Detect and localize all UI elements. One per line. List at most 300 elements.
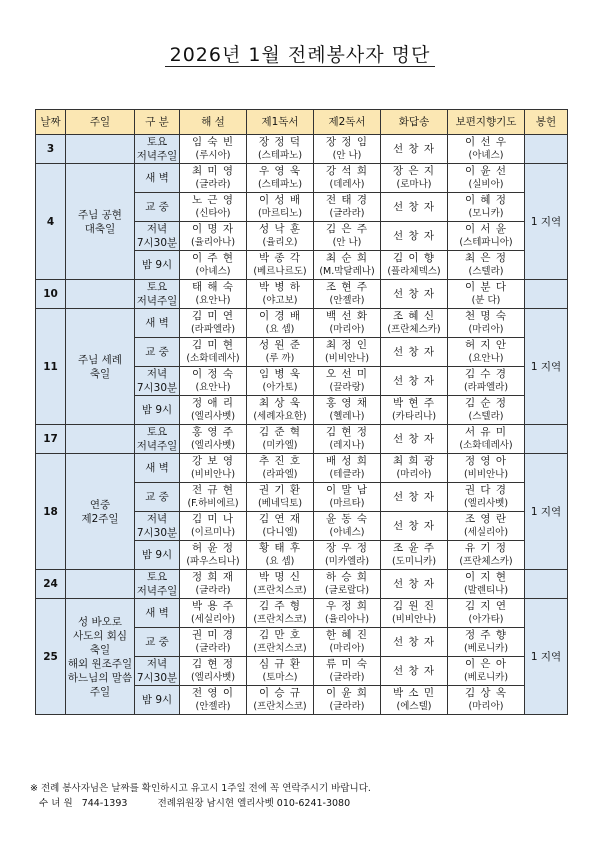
baptismal-name: (소화데레사) <box>459 440 513 451</box>
volunteer-name: 오 선 미 <box>325 368 369 380</box>
volunteer-name: 전 태 경 <box>325 194 369 206</box>
mass-time-label: 교 중 <box>145 201 169 213</box>
volunteer-name: 우 영 욱 <box>258 165 302 177</box>
baptismal-name: (에스텔) <box>396 701 432 712</box>
prayers-cell <box>448 628 525 657</box>
volunteer-name: 강 보 영 <box>191 455 235 467</box>
baptismal-name: (스텔라) <box>468 266 504 277</box>
baptismal-name: (라파엘라) <box>190 324 236 335</box>
sunday-title-cell <box>66 454 135 570</box>
baptismal-name: (이르미나) <box>190 527 236 538</box>
volunteer-name: 이 선 우 <box>464 136 508 148</box>
date-cell: 4 <box>36 164 66 280</box>
mass-time-label: 토요 <box>146 571 168 583</box>
first-reader-cell <box>247 454 314 483</box>
volunteer-name: 추 진 호 <box>258 455 302 467</box>
volunteer-name: 강 석 희 <box>325 165 369 177</box>
first-reader-cell <box>247 280 314 309</box>
prayers-cell <box>448 338 525 367</box>
baptismal-name: (다니엘) <box>262 527 298 538</box>
psalm-cell <box>381 280 448 309</box>
mass-time-label: 저녁주일 <box>136 150 178 162</box>
baptismal-name: (요 셉) <box>265 556 295 567</box>
psalm-cell <box>381 251 448 280</box>
volunteer-name: 장 우 정 <box>325 542 369 554</box>
baptismal-name: (비비안나) <box>324 353 370 364</box>
prayers-cell <box>448 193 525 222</box>
sunday-title-line: 연중 <box>89 498 111 511</box>
volunteer-name: 성 낙 훈 <box>258 223 302 235</box>
baptismal-name: (M.막달레나) <box>319 266 375 277</box>
volunteer-name: 김 순 정 <box>464 397 508 409</box>
header-commentary: 해 설 <box>180 110 247 135</box>
baptismal-name: (야고보) <box>262 295 298 306</box>
prayers-cell <box>448 570 525 599</box>
offering-area-cell: 1 지역 <box>525 164 568 280</box>
baptismal-name: (마리아) <box>329 643 365 654</box>
mass-time-label: 밤 9시 <box>141 404 173 416</box>
second-reader-cell <box>314 483 381 512</box>
second-reader-cell <box>314 628 381 657</box>
baptismal-name: (헬레나) <box>329 411 365 422</box>
commentator-cell <box>180 367 247 396</box>
mass-time-cell <box>135 599 180 628</box>
header-row <box>36 110 568 135</box>
prayers-cell <box>448 164 525 193</box>
baptismal-name: (엘리사벳) <box>190 440 236 451</box>
offering-area-cell <box>525 425 568 454</box>
baptismal-name: (모니카) <box>468 208 504 219</box>
mass-time-label: 토요 <box>146 281 168 293</box>
commentator-cell <box>180 135 247 164</box>
second-reader-cell <box>314 570 381 599</box>
prayers-cell <box>448 483 525 512</box>
second-reader-cell <box>314 686 381 715</box>
psalm-cell <box>381 483 448 512</box>
prayers-cell <box>448 657 525 686</box>
sunday-title-line: 축일 <box>89 367 111 380</box>
offering-area-cell <box>525 135 568 164</box>
mass-time-label: 7시30분 <box>136 382 178 394</box>
baptismal-name: (마리아) <box>468 324 504 335</box>
first-reader-cell <box>247 164 314 193</box>
prayers-cell <box>448 135 525 164</box>
baptismal-name: (카타리나) <box>391 411 437 422</box>
commentator-cell <box>180 222 247 251</box>
psalm-cell <box>381 541 448 570</box>
roster-table <box>35 109 568 715</box>
commentator-cell <box>180 686 247 715</box>
header-second-reading: 제2독서 <box>314 110 381 135</box>
psalm-cell <box>381 454 448 483</box>
psalm-cell <box>381 570 448 599</box>
prayers-cell <box>448 309 525 338</box>
second-reader-cell <box>314 164 381 193</box>
psalm-cell <box>381 657 448 686</box>
second-reader-cell <box>314 309 381 338</box>
first-reader-cell <box>247 628 314 657</box>
first-reader-cell <box>247 367 314 396</box>
first-reader-cell <box>247 657 314 686</box>
baptismal-name: (발렌티나) <box>463 585 509 596</box>
volunteer-name: 박 현 주 <box>392 397 436 409</box>
volunteer-name: 이 서 윤 <box>464 223 508 235</box>
baptismal-name: (율리아나) <box>324 614 370 625</box>
volunteer-name: 이 명 자 <box>191 223 235 235</box>
volunteer-name: 김 지 연 <box>464 600 508 612</box>
baptismal-name: (안젤라) <box>329 295 365 306</box>
prayers-cell <box>448 512 525 541</box>
first-reader-cell <box>247 338 314 367</box>
baptismal-name: (라파엘) <box>262 469 298 480</box>
volunteer-name: 이 윤 선 <box>464 165 508 177</box>
baptismal-name: (아녜스) <box>195 266 231 277</box>
first-reader-cell <box>247 222 314 251</box>
volunteer-name: 김 원 진 <box>392 600 436 612</box>
volunteer-name: 선 창 자 <box>392 201 436 213</box>
volunteer-name: 권 다 경 <box>464 484 508 496</box>
first-reader-cell <box>247 309 314 338</box>
psalm-cell <box>381 512 448 541</box>
second-reader-cell <box>314 425 381 454</box>
volunteer-name: 선 창 자 <box>392 433 436 445</box>
baptismal-name: (라파엘라) <box>463 382 509 393</box>
baptismal-name: (비비안나) <box>463 469 509 480</box>
footer-line-1: ※ 전례 봉사자님은 날짜를 확인하시고 유고시 1주일 전에 꼭 연락주시기 바랍니다. <box>30 783 371 794</box>
baptismal-name: (스테파노) <box>257 179 303 190</box>
commentator-cell <box>180 570 247 599</box>
sunday-title-line: 사도의 회심 <box>72 629 128 642</box>
baptismal-name: (끌라랑) <box>329 382 365 393</box>
volunteer-name: 최 미 영 <box>191 165 235 177</box>
baptismal-name: (엘리사벳) <box>190 411 236 422</box>
baptismal-name: (레지나) <box>329 440 365 451</box>
volunteer-name: 김 현 정 <box>191 658 235 670</box>
volunteer-name: 윤 동 숙 <box>325 513 369 525</box>
mass-time-cell <box>135 280 180 309</box>
volunteer-name: 태 해 숙 <box>191 281 235 293</box>
mass-time-cell <box>135 686 180 715</box>
volunteer-name: 최 희 광 <box>392 455 436 467</box>
volunteer-name: 박 소 민 <box>392 687 436 699</box>
sunday-title-line: 축일 <box>89 643 111 656</box>
volunteer-name: 임 병 욱 <box>258 368 302 380</box>
volunteer-name: 김 주 형 <box>258 600 302 612</box>
baptismal-name: (아가토) <box>262 382 298 393</box>
volunteer-name: 이 분 다 <box>464 281 508 293</box>
baptismal-name: (아녜스) <box>468 150 504 161</box>
baptismal-name: (프란체스카) <box>459 556 513 567</box>
baptismal-name: (비비안나) <box>391 614 437 625</box>
baptismal-name: (마리아) <box>468 701 504 712</box>
volunteer-name: 임 숙 빈 <box>191 136 235 148</box>
mass-time-label: 교 중 <box>145 636 169 648</box>
mass-time-label: 저녁주일 <box>136 440 178 452</box>
baptismal-name: (F.하비에르) <box>187 498 239 509</box>
volunteer-name: 장 정 임 <box>325 136 369 148</box>
mass-time-cell <box>135 251 180 280</box>
sunday-title-line: 성 바오로 <box>78 615 122 628</box>
baptismal-name: (글라라) <box>329 672 365 683</box>
second-reader-cell <box>314 541 381 570</box>
commentator-cell <box>180 425 247 454</box>
sunday-title-line: 주님 공현 <box>78 208 122 221</box>
prayers-cell <box>448 454 525 483</box>
volunteer-name: 허 윤 정 <box>191 542 235 554</box>
baptismal-name: (베르나르도) <box>253 266 307 277</box>
baptismal-name: (루 까) <box>265 353 295 364</box>
mass-time-cell <box>135 628 180 657</box>
psalm-cell <box>381 193 448 222</box>
baptismal-name: (율리오) <box>262 237 298 248</box>
offering-area-cell <box>525 570 568 599</box>
baptismal-name: (미카엘) <box>262 440 298 451</box>
volunteer-name: 권 기 환 <box>258 484 302 496</box>
baptismal-name: (루시아) <box>195 150 231 161</box>
baptismal-name: (안 나) <box>332 150 362 161</box>
volunteer-name: 정 애 리 <box>191 397 235 409</box>
baptismal-name: (율리아나) <box>190 237 236 248</box>
baptismal-name: (엘리사벳) <box>463 498 509 509</box>
table-row <box>36 309 568 338</box>
first-reader-cell <box>247 251 314 280</box>
baptismal-name: (베로니카) <box>463 643 509 654</box>
volunteer-name: 김 현 정 <box>325 426 369 438</box>
date-cell: 25 <box>36 599 66 715</box>
sunday-title-cell <box>66 135 135 164</box>
mass-time-cell <box>135 338 180 367</box>
baptismal-name: (스텔라) <box>468 411 504 422</box>
baptismal-name: (도미니카) <box>391 556 437 567</box>
baptismal-name: (데레사) <box>329 179 365 190</box>
volunteer-name: 선 창 자 <box>392 230 436 242</box>
volunteer-name: 전 규 현 <box>191 484 235 496</box>
volunteer-name: 전 영 이 <box>191 687 235 699</box>
second-reader-cell <box>314 454 381 483</box>
volunteer-name: 하 승 희 <box>325 571 369 583</box>
mass-time-label: 새 벽 <box>145 607 169 619</box>
prayers-cell <box>448 251 525 280</box>
volunteer-name: 김 연 재 <box>258 513 302 525</box>
commentator-cell <box>180 628 247 657</box>
volunteer-name: 이 정 숙 <box>191 368 235 380</box>
volunteer-name: 이 주 현 <box>191 252 235 264</box>
baptismal-name: (프란치스코) <box>253 614 307 625</box>
mass-time-label: 교 중 <box>145 491 169 503</box>
mass-time-label: 7시30분 <box>136 672 178 684</box>
baptismal-name: (마리아) <box>329 324 365 335</box>
date-cell: 17 <box>36 425 66 454</box>
volunteer-name: 이 지 현 <box>464 571 508 583</box>
prayers-cell <box>448 425 525 454</box>
page-title: 2026년 1월 전례봉사자 명단 <box>169 44 431 66</box>
sunday-title-line: 주일 <box>89 685 111 698</box>
psalm-cell <box>381 628 448 657</box>
mass-time-label: 저녁 <box>146 223 168 235</box>
volunteer-name: 선 창 자 <box>392 375 436 387</box>
volunteer-name: 홍 영 채 <box>325 397 369 409</box>
mass-time-cell <box>135 135 180 164</box>
baptismal-name: (테클라) <box>329 469 365 480</box>
volunteer-name: 장 은 지 <box>392 165 436 177</box>
volunteer-name: 류 미 숙 <box>325 658 369 670</box>
header-prayers: 보편지향기도 <box>448 110 525 135</box>
mass-time-cell <box>135 396 180 425</box>
baptismal-name: (안젤라) <box>195 701 231 712</box>
mass-time-label: 저녁 <box>146 513 168 525</box>
second-reader-cell <box>314 512 381 541</box>
sunday-title-line: 제2주일 <box>81 512 119 525</box>
second-reader-cell <box>314 222 381 251</box>
volunteer-name: 박 용 주 <box>191 600 235 612</box>
second-reader-cell <box>314 135 381 164</box>
psalm-cell <box>381 367 448 396</box>
baptismal-name: (베로니카) <box>463 672 509 683</box>
volunteer-name: 선 창 자 <box>392 520 436 532</box>
mass-time-label: 7시30분 <box>136 527 178 539</box>
baptismal-name: (미카엘라) <box>324 556 370 567</box>
volunteer-name: 선 창 자 <box>392 143 436 155</box>
mass-time-label: 교 중 <box>145 346 169 358</box>
prayers-cell <box>448 396 525 425</box>
table-row <box>36 425 568 454</box>
baptismal-name: (아가타) <box>468 614 504 625</box>
volunteer-name: 허 지 안 <box>464 339 508 351</box>
baptismal-name: (프란치스코) <box>253 701 307 712</box>
sunday-title-cell <box>66 425 135 454</box>
mass-time-cell <box>135 570 180 599</box>
psalm-cell <box>381 396 448 425</box>
baptismal-name: (스테파니아) <box>459 237 513 248</box>
volunteer-name: 박 종 각 <box>258 252 302 264</box>
mass-time-cell <box>135 483 180 512</box>
sunday-title-cell <box>66 164 135 280</box>
volunteer-name: 천 명 숙 <box>464 310 508 322</box>
mass-time-cell <box>135 309 180 338</box>
prayers-cell <box>448 599 525 628</box>
baptismal-name: (실비아) <box>468 179 504 190</box>
volunteer-name: 선 창 자 <box>392 288 436 300</box>
mass-time-cell <box>135 657 180 686</box>
baptismal-name: (글라라) <box>195 585 231 596</box>
footer-line-2: 수 녀 원 744-1393 전례위원장 남시현 엘리사벳 010-6241-3080 <box>30 798 351 809</box>
commentator-cell <box>180 280 247 309</box>
first-reader-cell <box>247 193 314 222</box>
psalm-cell <box>381 222 448 251</box>
baptismal-name: (세례자요한) <box>253 411 307 422</box>
commentator-cell <box>180 193 247 222</box>
volunteer-name: 김 준 혁 <box>258 426 302 438</box>
second-reader-cell <box>314 599 381 628</box>
first-reader-cell <box>247 512 314 541</box>
volunteer-name: 장 정 덕 <box>258 136 302 148</box>
volunteer-name: 이 혜 정 <box>464 194 508 206</box>
mass-time-label: 저녁주일 <box>136 295 178 307</box>
commentator-cell <box>180 309 247 338</box>
baptismal-name: (글라라) <box>195 179 231 190</box>
mass-time-cell <box>135 193 180 222</box>
second-reader-cell <box>314 396 381 425</box>
volunteer-name: 조 혜 신 <box>392 310 436 322</box>
table-row <box>36 280 568 309</box>
volunteer-name: 백 선 화 <box>325 310 369 322</box>
baptismal-name: (비비안나) <box>190 469 236 480</box>
baptismal-name: (요안나) <box>195 295 231 306</box>
baptismal-name: (파우스티나) <box>186 556 240 567</box>
mass-time-label: 새 벽 <box>145 172 169 184</box>
mass-time-cell <box>135 454 180 483</box>
volunteer-name: 황 태 후 <box>258 542 302 554</box>
commentator-cell <box>180 512 247 541</box>
offering-area-cell: 1 지역 <box>525 599 568 715</box>
table-row <box>36 599 568 628</box>
volunteer-name: 홍 영 주 <box>191 426 235 438</box>
baptismal-name: (토마스) <box>262 672 298 683</box>
volunteer-name: 조 윤 주 <box>392 542 436 554</box>
volunteer-name: 최 상 욱 <box>258 397 302 409</box>
volunteer-name: 박 명 신 <box>258 571 302 583</box>
sunday-title-line: 주님 세례 <box>78 353 122 366</box>
title-underline <box>165 66 435 67</box>
volunteer-name: 유 기 정 <box>464 542 508 554</box>
offering-area-cell <box>525 280 568 309</box>
volunteer-name: 최 은 정 <box>464 252 508 264</box>
volunteer-name: 최 순 희 <box>325 252 369 264</box>
baptismal-name: (프란체스카) <box>387 324 441 335</box>
baptismal-name: (신타아) <box>195 208 231 219</box>
sunday-title-line: 해외 원조주일 <box>67 657 133 670</box>
mass-time-label: 새 벽 <box>145 462 169 474</box>
first-reader-cell <box>247 570 314 599</box>
baptismal-name: (엘리사벳) <box>190 672 236 683</box>
second-reader-cell <box>314 251 381 280</box>
first-reader-cell <box>247 541 314 570</box>
psalm-cell <box>381 338 448 367</box>
first-reader-cell <box>247 686 314 715</box>
second-reader-cell <box>314 367 381 396</box>
baptismal-name: (아녜스) <box>329 527 365 538</box>
volunteer-name: 김 상 옥 <box>464 687 508 699</box>
prayers-cell <box>448 686 525 715</box>
first-reader-cell <box>247 135 314 164</box>
volunteer-name: 우 정 희 <box>325 600 369 612</box>
psalm-cell <box>381 135 448 164</box>
mass-time-cell <box>135 164 180 193</box>
baptismal-name: (소화데레사) <box>186 353 240 364</box>
volunteer-name: 김 은 주 <box>325 223 369 235</box>
volunteer-name: 선 창 자 <box>392 665 436 677</box>
mass-time-label: 밤 9시 <box>141 694 173 706</box>
header-first-reading: 제1독서 <box>247 110 314 135</box>
volunteer-name: 이 경 배 <box>258 310 302 322</box>
mass-time-label: 밤 9시 <box>141 259 173 271</box>
mass-time-label: 새 벽 <box>145 317 169 329</box>
baptismal-name: (로마나) <box>396 179 432 190</box>
mass-time-cell <box>135 541 180 570</box>
second-reader-cell <box>314 657 381 686</box>
psalm-cell <box>381 425 448 454</box>
date-cell: 18 <box>36 454 66 570</box>
table-row <box>36 135 568 164</box>
sunday-title-cell <box>66 599 135 715</box>
volunteer-name: 최 정 인 <box>325 339 369 351</box>
baptismal-name: (글로랄다) <box>324 585 370 596</box>
mass-time-cell <box>135 367 180 396</box>
mass-time-label: 밤 9시 <box>141 549 173 561</box>
baptismal-name: (플라체덱스) <box>387 266 441 277</box>
first-reader-cell <box>247 396 314 425</box>
volunteer-name: 김 이 향 <box>392 252 436 264</box>
